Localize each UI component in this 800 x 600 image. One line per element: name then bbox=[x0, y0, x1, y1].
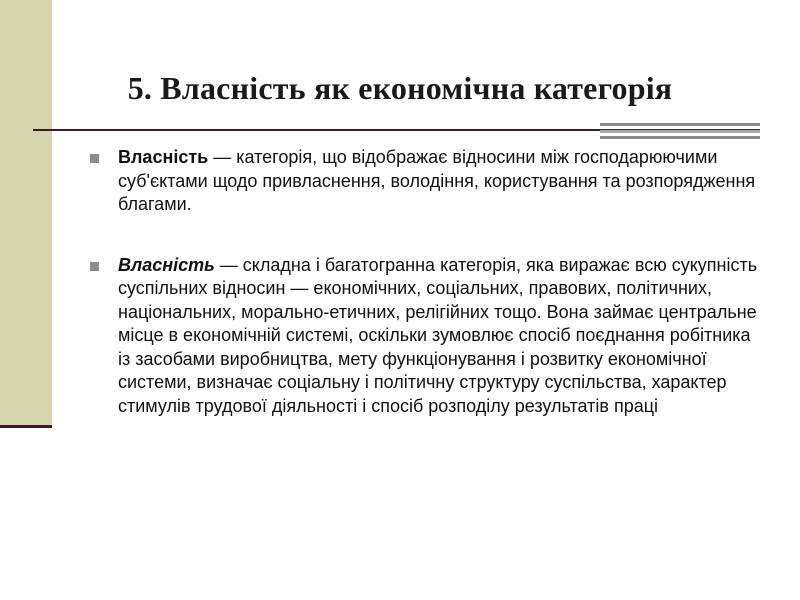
accent-stripe bbox=[600, 123, 760, 126]
square-bullet-icon bbox=[90, 262, 99, 271]
accent-stripe bbox=[600, 130, 760, 133]
bullet-term: Власність bbox=[118, 147, 209, 167]
bullet-item bbox=[90, 146, 762, 217]
slide-title: 5. Власність як економічна категорія bbox=[127, 70, 673, 106]
bullet-text: — категорія, що відображає відносини між господарюючими суб'єктами щодо привласнення, володіння, користування та розпорядження благами. bbox=[118, 147, 756, 214]
bullet-item bbox=[90, 254, 762, 419]
accent-stripes bbox=[600, 123, 760, 139]
side-bar-divider bbox=[0, 425, 52, 428]
side-bar bbox=[0, 0, 52, 425]
square-bullet-icon bbox=[90, 154, 99, 163]
bullet-text: — складна і багатогранна категорія, яка виражає всю сукупність суспільних відносин — економічних, соціальних, правових, політичних, національних, морально-етичних, релігійних тощо. Вона займає центральне місце в економічній системі, оскільки зумовлює спосіб поєднання робітника із засобами виробництва, мету функціонування і розвитку економічної системи, визначає соціальну і політичну структуру суспільства, характер стимулів трудової діяльності і спосіб розподілу результатів праці bbox=[118, 254, 758, 416]
slide-content bbox=[90, 146, 762, 418]
bullet-term: Власність bbox=[118, 254, 215, 275]
accent-stripe bbox=[600, 136, 760, 139]
